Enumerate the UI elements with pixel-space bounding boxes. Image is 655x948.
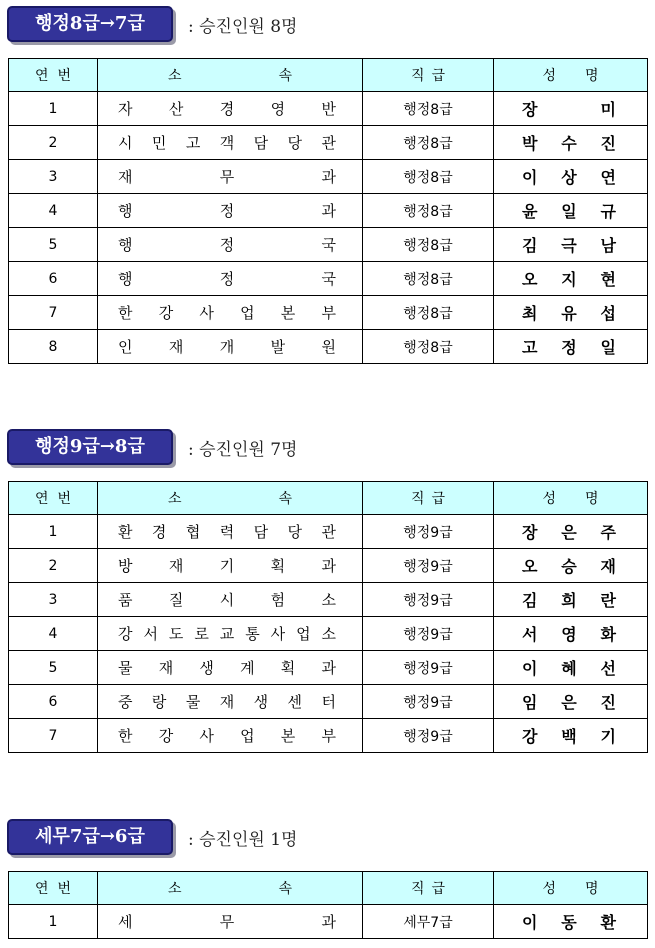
grade-cell: 행정8급 — [363, 194, 494, 228]
person-name-cell — [494, 126, 648, 160]
department-name: 한 강 사 업 본 부 — [118, 727, 336, 745]
person-name: 서 영 화 — [522, 625, 616, 644]
department-name: 자 산 경 영 반 — [118, 100, 336, 118]
header-grade-text: 직 급 — [411, 68, 445, 84]
person-name: 윤 일 규 — [522, 202, 616, 221]
header-no-text: 연 번 — [35, 491, 71, 507]
department-cell — [98, 549, 363, 583]
grade-cell: 행정9급 — [363, 685, 494, 719]
grade-cell: 세무7급 — [363, 905, 494, 939]
person-name-cell — [494, 228, 648, 262]
person-name: 고 정 일 — [522, 338, 616, 357]
grade-cell: 행정9급 — [363, 583, 494, 617]
department-name: 환 경 협 력 담 당 관 — [118, 523, 336, 541]
table-row — [9, 651, 648, 685]
department-name: 시 민 고 객 담 당 관 — [118, 134, 336, 152]
header-dept-text: 소 속 — [168, 491, 292, 507]
department-name: 행 정 국 — [118, 236, 336, 254]
department-cell — [98, 296, 363, 330]
promotion-table — [8, 58, 648, 364]
row-number: 3 — [9, 160, 98, 194]
header-no — [9, 482, 98, 515]
row-number: 4 — [9, 194, 98, 228]
department-cell — [98, 330, 363, 364]
table-row — [9, 228, 648, 262]
department-name: 한 강 사 업 본 부 — [118, 304, 336, 322]
person-name: 강 백 기 — [522, 727, 616, 746]
department-cell — [98, 617, 363, 651]
header-grade-text: 직 급 — [411, 881, 445, 897]
row-number: 6 — [9, 262, 98, 296]
grade-cell: 행정8급 — [363, 262, 494, 296]
person-name: 이 동 환 — [522, 913, 616, 932]
table-header-row — [9, 59, 648, 92]
department-cell — [98, 126, 363, 160]
row-number: 4 — [9, 617, 98, 651]
table-row — [9, 296, 648, 330]
person-name-cell — [494, 262, 648, 296]
person-name: 오 지 현 — [522, 270, 616, 289]
row-number: 7 — [9, 296, 98, 330]
header-name-text: 성 명 — [542, 68, 599, 84]
header-grade — [363, 872, 494, 905]
table-row — [9, 92, 648, 126]
department-cell — [98, 515, 363, 549]
department-cell — [98, 262, 363, 296]
person-name-cell — [494, 905, 648, 939]
person-name-cell — [494, 92, 648, 126]
row-number: 7 — [9, 719, 98, 753]
person-name: 오 승 재 — [522, 557, 616, 576]
header-grade-text: 직 급 — [411, 491, 445, 507]
table-row — [9, 719, 648, 753]
header-name — [494, 482, 648, 515]
promotion-table — [8, 481, 648, 753]
table-row — [9, 194, 648, 228]
person-name: 김 희 란 — [522, 591, 616, 610]
grade-cell: 행정8급 — [363, 228, 494, 262]
header-no — [9, 872, 98, 905]
person-name-cell — [494, 296, 648, 330]
department-cell — [98, 160, 363, 194]
department-name: 방 재 기 획 과 — [118, 557, 336, 575]
grade-cell: 행정9급 — [363, 651, 494, 685]
person-name: 임 은 진 — [522, 693, 616, 712]
person-name-cell — [494, 330, 648, 364]
header-no-text: 연 번 — [35, 68, 71, 84]
promotion-count: : 승진인원 8명 — [188, 17, 298, 37]
grade-cell: 행정9급 — [363, 549, 494, 583]
department-cell — [98, 685, 363, 719]
row-number: 1 — [9, 92, 98, 126]
person-name: 이 상 연 — [522, 168, 616, 187]
person-name-cell — [494, 719, 648, 753]
grade-cell: 행정8급 — [363, 296, 494, 330]
row-number: 8 — [9, 330, 98, 364]
grade-cell: 행정8급 — [363, 330, 494, 364]
person-name: 장 미 — [522, 100, 616, 119]
department-cell — [98, 651, 363, 685]
header-dept — [98, 872, 363, 905]
header-dept-text: 소 속 — [168, 68, 292, 84]
department-name: 품 질 시 험 소 — [118, 591, 336, 609]
department-name: 인 재 개 발 원 — [118, 338, 336, 356]
person-name-cell — [494, 194, 648, 228]
department-name: 재 무 과 — [118, 168, 336, 186]
department-cell — [98, 228, 363, 262]
person-name: 김 극 남 — [522, 236, 616, 255]
row-number: 1 — [9, 905, 98, 939]
department-name: 중 랑 물 재 생 센 터 — [118, 693, 336, 711]
promotion-count: : 승진인원 7명 — [188, 440, 298, 460]
header-grade — [363, 59, 494, 92]
header-name — [494, 59, 648, 92]
table-row — [9, 905, 648, 939]
person-name-cell — [494, 617, 648, 651]
table-row — [9, 685, 648, 719]
department-cell — [98, 905, 363, 939]
table-row — [9, 617, 648, 651]
table-header-row — [9, 482, 648, 515]
department-name: 세 무 과 — [118, 913, 336, 931]
header-grade — [363, 482, 494, 515]
row-number: 1 — [9, 515, 98, 549]
person-name-cell — [494, 549, 648, 583]
header-name — [494, 872, 648, 905]
department-name: 물 재 생 계 획 과 — [118, 659, 336, 677]
department-cell — [98, 719, 363, 753]
department-cell — [98, 583, 363, 617]
department-name: 행 정 국 — [118, 270, 336, 288]
header-name-text: 성 명 — [542, 881, 599, 897]
grade-cell: 행정8급 — [363, 160, 494, 194]
person-name-cell — [494, 651, 648, 685]
section-badge: 행정9급→8급 — [7, 429, 173, 465]
header-dept — [98, 482, 363, 515]
department-cell — [98, 92, 363, 126]
table-row — [9, 549, 648, 583]
section-badge: 세무7급→6급 — [7, 819, 173, 855]
table-row — [9, 515, 648, 549]
row-number: 2 — [9, 549, 98, 583]
promotion-count: : 승진인원 1명 — [188, 830, 298, 850]
table-row — [9, 126, 648, 160]
grade-cell: 행정8급 — [363, 92, 494, 126]
promotion-table — [8, 871, 648, 939]
header-dept-text: 소 속 — [168, 881, 292, 897]
person-name: 장 은 주 — [522, 523, 616, 542]
section-badge: 행정8급→7급 — [7, 6, 173, 42]
grade-cell: 행정9급 — [363, 719, 494, 753]
header-no — [9, 59, 98, 92]
person-name: 이 혜 선 — [522, 659, 616, 678]
grade-cell: 행정8급 — [363, 126, 494, 160]
table-row — [9, 330, 648, 364]
header-name-text: 성 명 — [542, 491, 599, 507]
header-no-text: 연 번 — [35, 881, 71, 897]
grade-cell: 행정9급 — [363, 617, 494, 651]
department-cell — [98, 194, 363, 228]
person-name: 최 유 섭 — [522, 304, 616, 323]
table-row — [9, 583, 648, 617]
department-name: 강 서 도 로 교 통 사 업 소 — [118, 625, 336, 643]
person-name-cell — [494, 160, 648, 194]
person-name: 박 수 진 — [522, 134, 616, 153]
table-row — [9, 262, 648, 296]
row-number: 2 — [9, 126, 98, 160]
row-number: 5 — [9, 228, 98, 262]
person-name-cell — [494, 685, 648, 719]
row-number: 5 — [9, 651, 98, 685]
row-number: 6 — [9, 685, 98, 719]
department-name: 행 정 과 — [118, 202, 336, 220]
header-dept — [98, 59, 363, 92]
person-name-cell — [494, 515, 648, 549]
table-header-row — [9, 872, 648, 905]
grade-cell: 행정9급 — [363, 515, 494, 549]
row-number: 3 — [9, 583, 98, 617]
person-name-cell — [494, 583, 648, 617]
table-row — [9, 160, 648, 194]
